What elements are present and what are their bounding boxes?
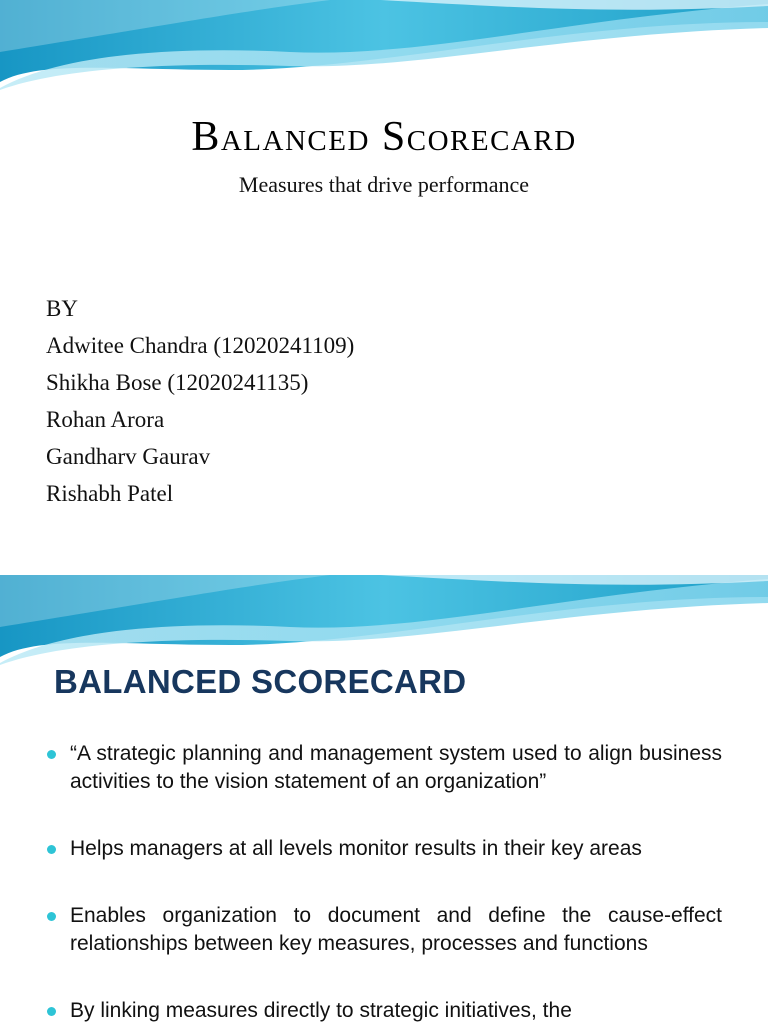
header-wave-decoration — [0, 575, 768, 665]
author-line: Gandharv Gaurav — [46, 444, 211, 469]
slide-title: Balanced Scorecard — [191, 114, 577, 160]
bullet-dot-icon — [47, 750, 56, 759]
bullet-list — [46, 740, 722, 1024]
bullet-text: Enables organization to document and define the cause-effect relationships between key measures, processes and functions — [70, 904, 722, 955]
bullet-text: “A strategic planning and management system used to align business activities to the vision statement of an organization” — [70, 742, 722, 793]
author-line: Rohan Arora — [46, 407, 165, 432]
bullet-dot-icon — [47, 845, 56, 854]
slide-title: BALANCED SCORECARD — [54, 663, 467, 700]
author-list — [46, 290, 354, 512]
bullet-item — [46, 835, 722, 863]
slide-separator — [0, 555, 768, 575]
content-slide — [0, 575, 768, 1024]
header-wave-decoration — [0, 0, 768, 90]
bullet-item — [46, 902, 722, 958]
author-line: Shikha Bose (12020241135) — [46, 370, 309, 395]
author-line: Rishabh Patel — [46, 481, 174, 506]
author-line: BY — [46, 296, 78, 321]
bullet-text: By linking measures directly to strategic initiatives, the — [70, 999, 572, 1022]
bullet-item — [46, 997, 722, 1024]
bullet-item — [46, 740, 722, 796]
bullet-text: Helps managers at all levels monitor results in their key areas — [70, 837, 642, 860]
author-line: Adwitee Chandra (12020241109) — [46, 333, 355, 358]
bullet-dot-icon — [47, 912, 56, 921]
bullet-dot-icon — [47, 1007, 56, 1016]
slide-subtitle: Measures that drive performance — [238, 172, 530, 197]
